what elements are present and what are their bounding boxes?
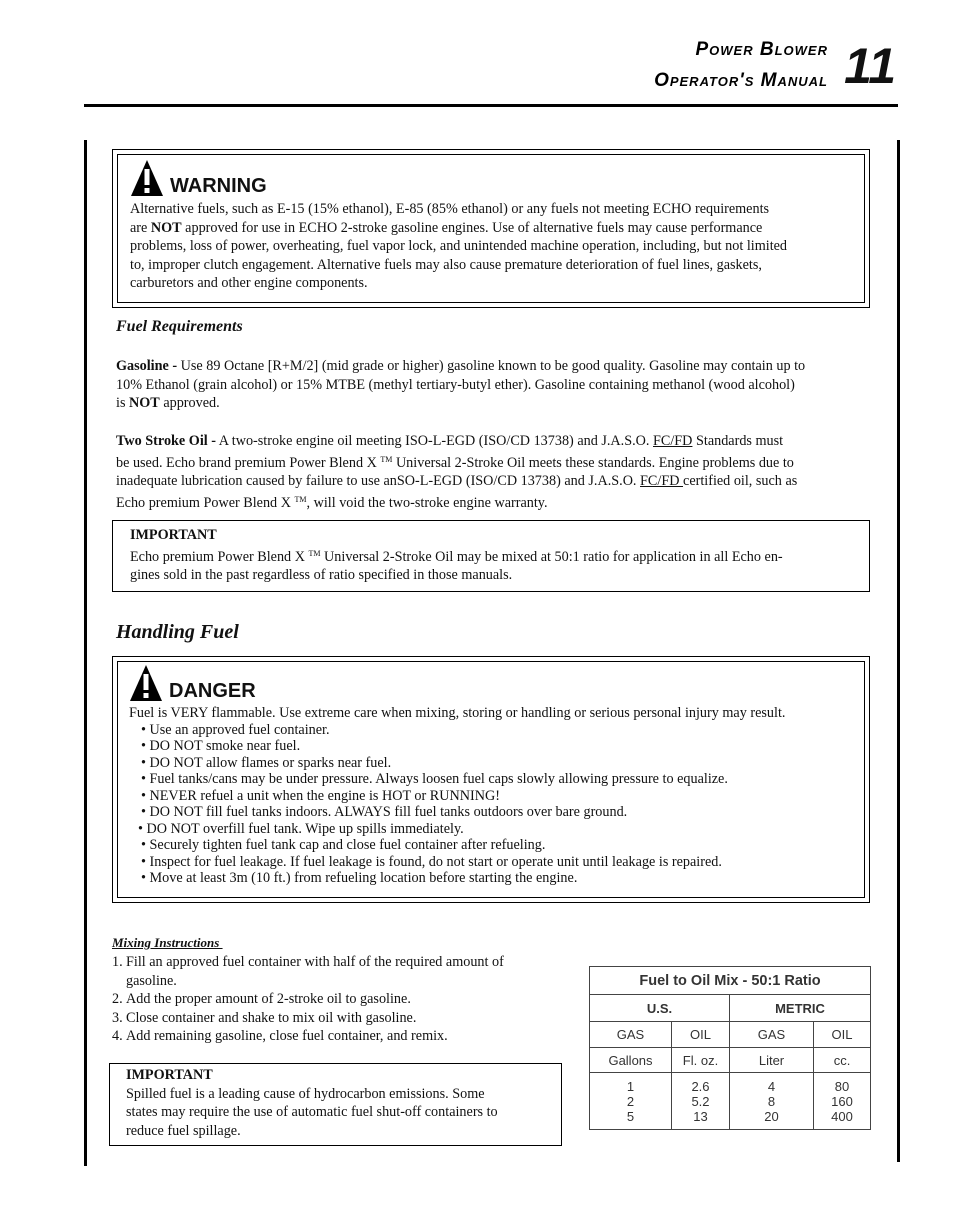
- important-line: Spilled fuel is a leading cause of hydrocarbon emissions. Some: [126, 1085, 485, 1102]
- important-line: reduce fuel spillage.: [126, 1122, 241, 1139]
- mix-table-unit: Fl. oz.: [672, 1048, 730, 1073]
- danger-list-item: • DO NOT smoke near fuel.: [141, 738, 301, 754]
- warning-box: [112, 149, 870, 308]
- warning-line: Alternative fuels, such as E-15 (15% ethanol), E-85 (85% ethanol) or any fuels not meeting ECHO requirements: [130, 201, 770, 217]
- handling-fuel-heading: Handling Fuel: [116, 621, 239, 643]
- danger-list-item: • Fuel tanks/cans may be under pressure. Always loosen fuel caps slowly allowing pressure to equalize.: [141, 771, 728, 787]
- danger-list-item: • DO NOT allow flames or sparks near fuel.: [141, 754, 392, 771]
- mixing-step: 2. Add the proper amount of 2-stroke oil to gasoline.: [112, 991, 411, 1008]
- danger-list-item: • NEVER refuel a unit when the engine is HOT or RUNNING!: [141, 787, 500, 804]
- important-line: Echo premium Power Blend X ™ Universal 2-Stroke Oil may be mixed at 50:1 ratio for application in all Echo en-: [130, 548, 783, 565]
- mixing-step: 4. Add remaining gasoline, close fuel container, and remix.: [112, 1028, 448, 1045]
- mix-table-column-header: GAS: [730, 1022, 814, 1048]
- mixing-step: 3. Close container and shake to mix oil with gasoline.: [112, 1009, 417, 1026]
- danger-intro: Fuel is VERY flammable. Use extreme care when mixing, storing or handling or serious personal injury may result.: [129, 705, 786, 721]
- mix-table-group-us: U.S.: [590, 995, 730, 1022]
- fuel-requirements-heading: Fuel Requirements: [116, 318, 243, 335]
- danger-list-item: • DO NOT overfill fuel tank. Wipe up spills immediately.: [138, 820, 464, 837]
- mixing-instructions-heading: Mixing Instructions: [112, 935, 223, 950]
- danger-list-item: • Use an approved fuel container.: [141, 721, 330, 738]
- mixing-steps-list: [112, 953, 562, 1046]
- important-box-oil: [112, 520, 870, 592]
- danger-box: [112, 656, 870, 903]
- mix-table-values-us-gas: 1 2 5: [590, 1073, 672, 1130]
- important-line: states may require the use of automatic fuel shut-off containers to: [126, 1104, 498, 1121]
- header-rule: [84, 104, 898, 107]
- gasoline-paragraph: Gasoline - Use 89 Octane [R+M/2] (mid grade or higher) gasoline known to be good quality. Gasoline may contain up to 10% Ethanol (grain alcohol) or 15% MTBE (methyl tertiary-butyl ether). Gasoline containing methanol (wood alcohol) is NOT approved.: [116, 358, 806, 412]
- manual-title-line1: Power Blower: [695, 39, 828, 60]
- two-stroke-oil-paragraph: Two Stroke Oil - A two-stroke engine oil meeting ISO-L-EGD (ISO/CD 13738) and J.A.S.O. FC/FD Standards must be used. Echo brand premium Power Blend X ™ Universal 2-Stroke Oil meets these standards. Engine problems due to inadequate lubrication caused by failure to use anSO-L-EGD (ISO/CD 13738) and J.A.S.O. FC/FD certified oil, such as Echo premium Power Blend X ™, will void the two-stroke engine warranty.: [116, 433, 798, 511]
- mix-table-unit: Liter: [730, 1048, 814, 1073]
- warning-line: problems, loss of power, overheating, fuel vapor lock, and unintended machine operation, including, but not limited: [130, 238, 788, 255]
- important-heading: IMPORTANT: [130, 527, 217, 543]
- manual-title: [654, 34, 828, 96]
- mix-table-column-header: OIL: [672, 1022, 730, 1048]
- mix-table-group-metric: METRIC: [730, 995, 871, 1022]
- mix-table-column-header: GAS: [590, 1022, 672, 1048]
- danger-list-item: • Securely tighten fuel tank cap and close fuel container after refueling.: [141, 837, 546, 853]
- mix-table-values-metric-oil: 80 160 400: [814, 1073, 871, 1130]
- page-number: 11: [844, 38, 896, 94]
- danger-list-item: • Move at least 3m (10 ft.) from refueling location before starting the engine.: [141, 870, 578, 886]
- manual-title-line2: Operator's Manual: [654, 70, 828, 91]
- danger-list-item: • DO NOT fill fuel tanks indoors. ALWAYS fill fuel tanks outdoors over bare ground.: [141, 804, 628, 820]
- mixing-step: 1. Fill an approved fuel container with half of the required amount of gasoline.: [112, 954, 504, 989]
- mix-table-unit: Gallons: [590, 1048, 672, 1073]
- important-line: gines sold in the past regardless of ratio specified in those manuals.: [130, 567, 513, 584]
- mix-table-column-header: OIL: [814, 1022, 871, 1048]
- mix-table-unit: cc.: [814, 1048, 871, 1073]
- fuel-oil-mix-table: [589, 966, 871, 1130]
- warning-heading: WARNING: [170, 175, 267, 197]
- danger-list-item: • Inspect for fuel leakage. If fuel leakage is found, do not start or operate unit until leakage is repaired.: [141, 853, 722, 870]
- important-box-spill: [109, 1063, 562, 1146]
- warning-line: are NOT approved for use in ECHO 2-stroke gasoline engines. Use of alternative fuels may cause performance: [130, 219, 763, 236]
- mix-table-title: Fuel to Oil Mix - 50:1 Ratio: [590, 967, 871, 995]
- left-margin-rule: [84, 140, 87, 1166]
- right-margin-rule: [897, 140, 900, 1162]
- mix-table-values-us-oil: 2.6 5.2 13: [672, 1073, 730, 1130]
- mix-table-values-metric-gas: 4 8 20: [730, 1073, 814, 1130]
- warning-triangle-icon: [129, 664, 163, 702]
- warning-triangle-icon: [130, 159, 164, 197]
- important-heading: IMPORTANT: [126, 1067, 213, 1083]
- danger-heading: DANGER: [169, 680, 256, 702]
- warning-line: carburetors and other engine components.: [130, 275, 368, 292]
- warning-line: to, improper clutch engagement. Alternative fuels may also cause premature deterioration of fuel lines, gaskets,: [130, 256, 762, 273]
